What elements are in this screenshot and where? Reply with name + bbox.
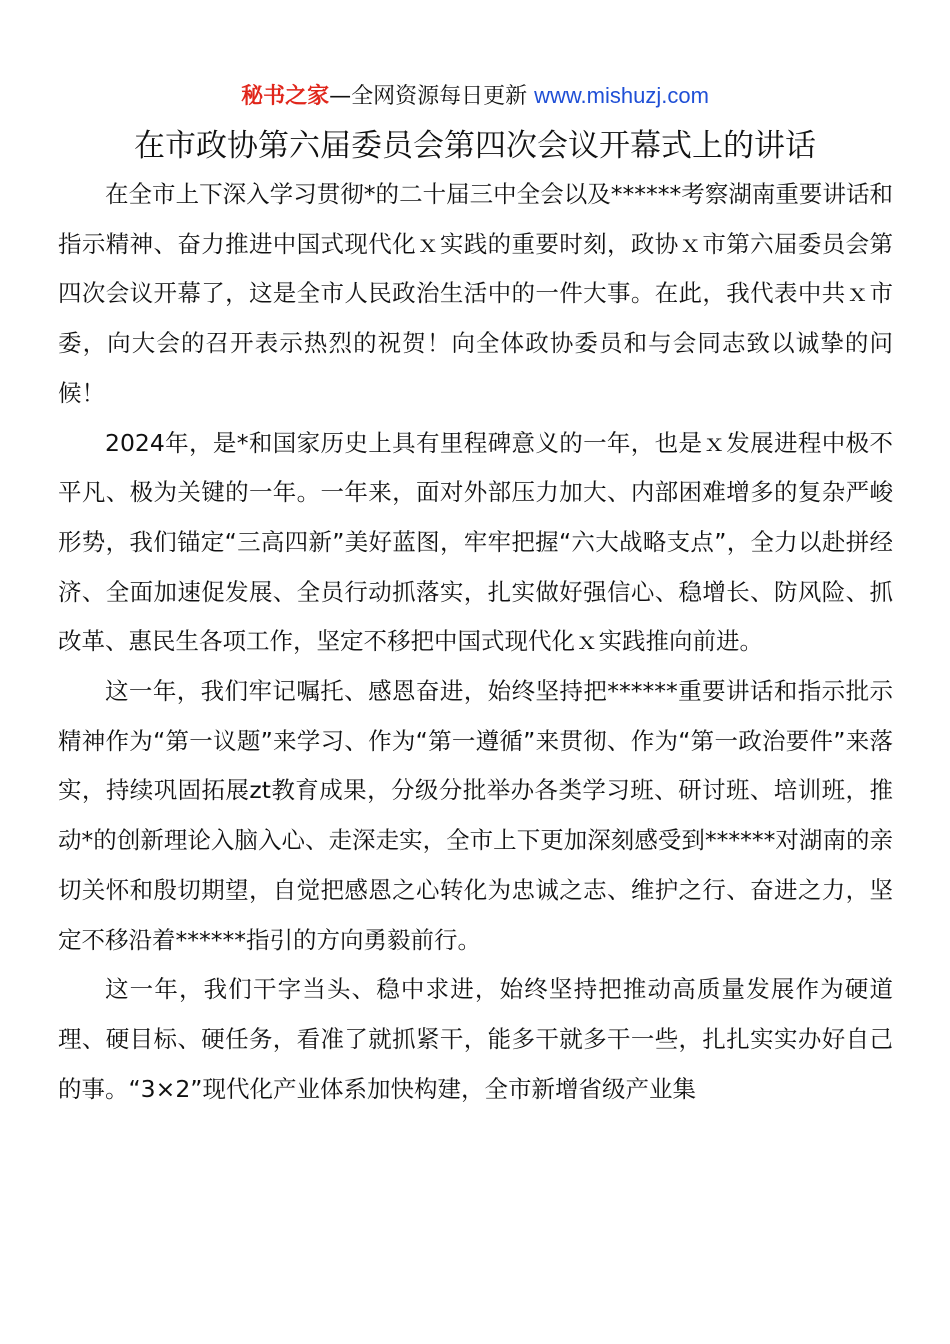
site-banner <box>0 80 950 113</box>
document-body <box>58 170 893 1114</box>
paragraph: 2024年，是*和国家历史上具有里程碑意义的一年，也是ｘ发展进程中极不平凡、极为关键的一年。一年来，面对外部压力加大、内部困难增多的复杂严峻形势，我们锚定“三高四新”美好蓝图，牢牢把握“六大战略支点”，全力以赴拼经济、全面加速促发展、全员行动抓落实，扎实做好强信心、稳增长、防风险、抓改革、惠民生各项工作，坚定不移把中国式现代化ｘ实践推向前进。 <box>58 428 893 656</box>
brand-name: 秘书之家 <box>241 84 330 109</box>
document-title: 在市政协第六届委员会第四次会议开幕式上的讲话 <box>134 128 816 164</box>
paragraph: 这一年，我们干字当头、稳中求进，始终坚持把推动高质量发展作为硬道理、硬目标、硬任务，看准了就抓紧干，能多干就多干一些，扎扎实实办好自己的事。“3×2”现代化产业体系加快构建，全市新增省级产业集 <box>58 975 893 1103</box>
paragraph: 这一年，我们牢记嘱托、感恩奋进，始终坚持把******重要讲话和指示批示精神作为“第一议题”来学习、作为“第一遵循”来贯彻、作为“第一政治要件”来落实，持续巩固拓展zt教育成果，分级分批举办各类学习班、研讨班、培训班，推动*的创新理论入脑入心、走深走实，全市上下更加深刻感受到******对湖南的亲切关怀和殷切期望，自觉把感恩之心转化为忠诚之志、维护之行、奋进之力，坚定不移沿着******指引的方向勇毅前行。 <box>58 677 893 954</box>
brand-slogan: —全网资源每日更新 <box>329 84 528 109</box>
site-url: www.mishuzj.com <box>534 83 709 108</box>
paragraph: 在全市上下深入学习贯彻*的二十届三中全会以及******考察湖南重要讲话和指示精神、奋力推进中国式现代化ｘ实践的重要时刻，政协ｘ市第六届委员会第四次会议开幕了，这是全市人民政治生活中的一件大事。在此，我代表中共ｘ市委，向大会的召开表示热烈的祝贺！向全体政协委员和与会同志致以诚挚的问候！ <box>58 180 893 407</box>
